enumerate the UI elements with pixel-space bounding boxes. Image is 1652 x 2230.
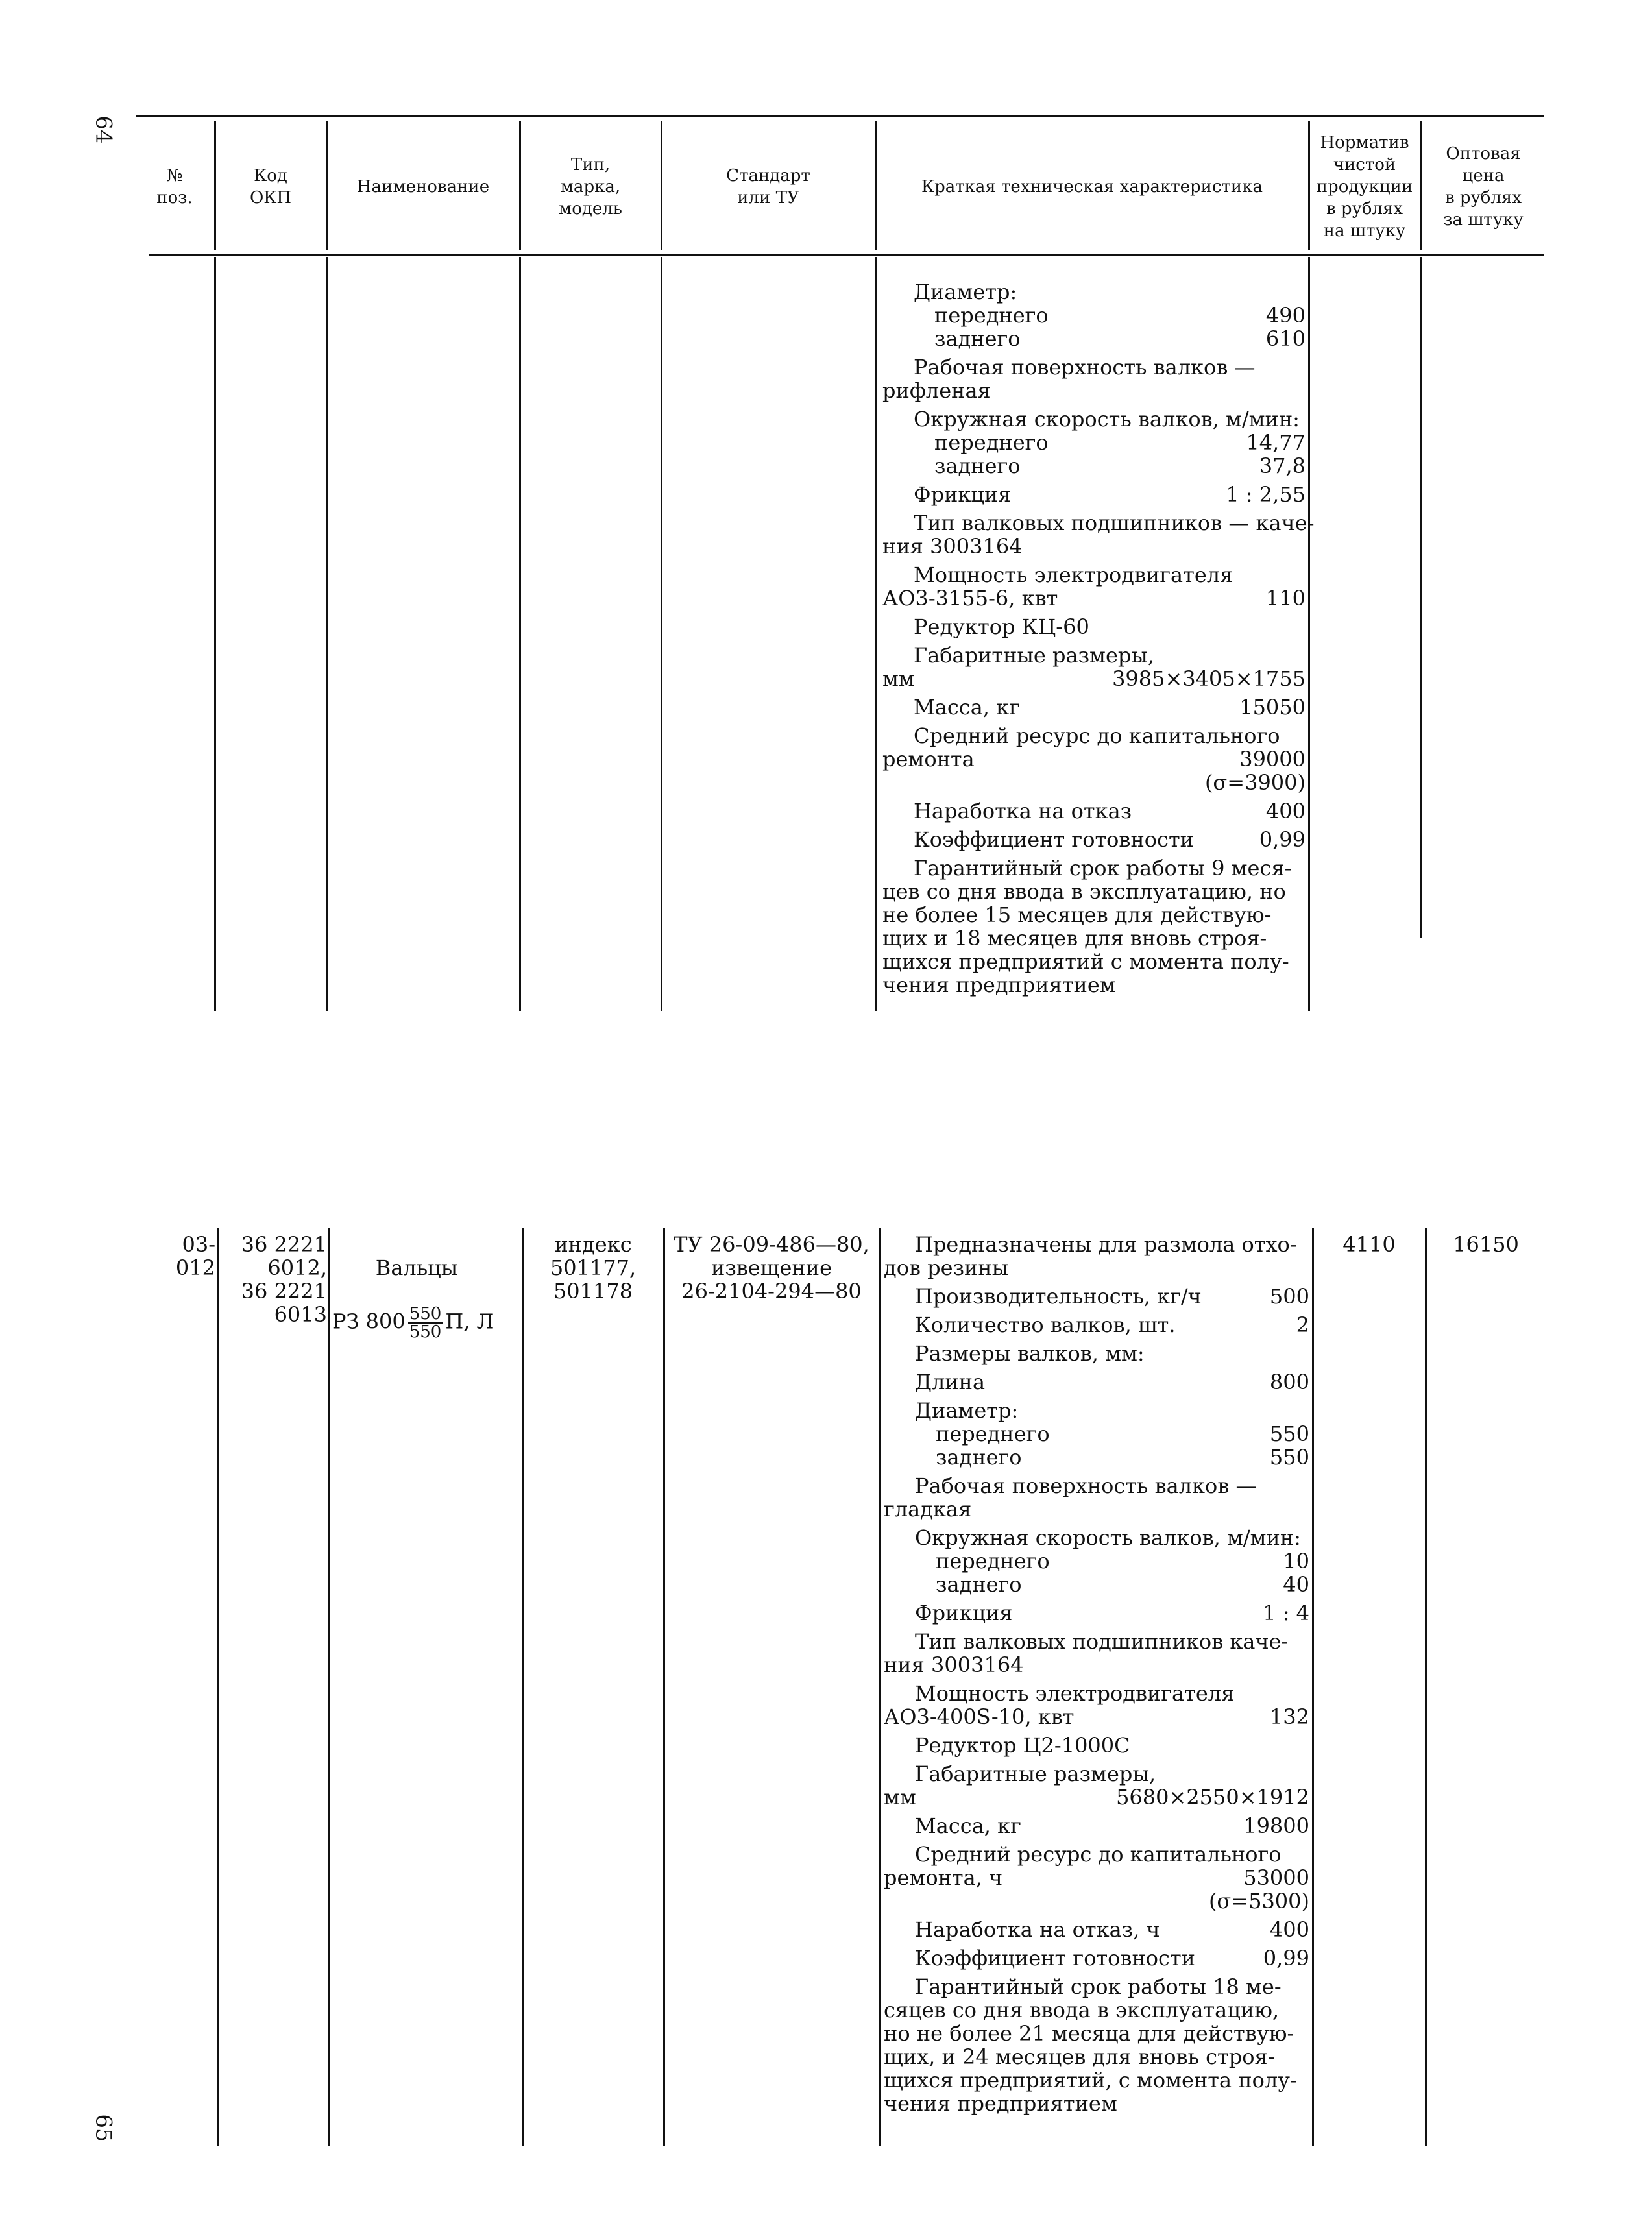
characteristic-label: чения предприятием bbox=[884, 2091, 1117, 2116]
characteristic-line bbox=[884, 2045, 1309, 2068]
characteristic-line bbox=[882, 880, 1306, 903]
characteristic-line bbox=[882, 431, 1306, 454]
col-rule-2b bbox=[328, 1228, 330, 2146]
characteristic-label: переднего bbox=[934, 303, 1049, 328]
characteristic-line bbox=[882, 356, 1306, 379]
characteristic-label: АО3-3155-6, квт bbox=[882, 586, 1058, 611]
col-rule-7b bbox=[1425, 1228, 1427, 2146]
characteristic-label: гладкая bbox=[884, 1497, 972, 1521]
page-number-top: 64 bbox=[90, 115, 117, 144]
col-rule-6a bbox=[1308, 257, 1310, 1011]
characteristic-line bbox=[884, 1946, 1309, 1970]
characteristic-label: ремонта, ч bbox=[884, 1865, 1003, 1890]
characteristic-value: 110 bbox=[1265, 586, 1306, 611]
header-pos: № поз. bbox=[156, 166, 193, 208]
characteristic-label: ния 3003164 bbox=[884, 1653, 1024, 1677]
entry-name-fraction bbox=[408, 1305, 443, 1340]
characteristic-value: 1 : 4 bbox=[1263, 1601, 1309, 1625]
characteristic-label: Коэффициент готовности bbox=[914, 827, 1194, 852]
characteristic-line bbox=[884, 1843, 1309, 1866]
header-divider-7 bbox=[1420, 121, 1422, 250]
characteristic-line bbox=[884, 1653, 1309, 1677]
characteristic-label: щихся предприятий, с момента полу- bbox=[884, 2068, 1297, 2092]
characteristic-label: Диаметр: bbox=[915, 1398, 1019, 1423]
characteristic-line bbox=[884, 1630, 1309, 1653]
characteristic-label: ния 3003164 bbox=[882, 534, 1023, 559]
characteristic-label: дов резины bbox=[884, 1255, 1009, 1280]
characteristic-line bbox=[882, 327, 1306, 350]
characteristic-line bbox=[882, 771, 1306, 794]
characteristic-label: Длина bbox=[915, 1370, 986, 1394]
header-standard: Стандарт или ТУ bbox=[726, 166, 810, 208]
characteristic-line bbox=[884, 1573, 1309, 1596]
characteristic-label: Фрикция bbox=[914, 482, 1012, 507]
characteristic-line bbox=[884, 1975, 1309, 1998]
characteristic-label: заднего bbox=[936, 1572, 1022, 1597]
entry-name-fraction-num: 550 bbox=[409, 1304, 442, 1324]
characteristic-line bbox=[882, 973, 1306, 997]
characteristic-value: 5680×2550×1912 bbox=[1116, 1785, 1309, 1810]
entry-name-title: Вальцы bbox=[375, 1255, 458, 1280]
characteristic-line bbox=[884, 1549, 1309, 1573]
characteristic-value: 400 bbox=[1269, 1917, 1309, 1942]
characteristic-line bbox=[882, 696, 1306, 719]
characteristic-label: Гарантийный срок работы 18 ме- bbox=[915, 1974, 1282, 1999]
characteristic-value: 15050 bbox=[1239, 695, 1306, 720]
characteristic-line bbox=[884, 1889, 1309, 1913]
characteristic-line bbox=[884, 1474, 1309, 1497]
characteristic-line bbox=[884, 1526, 1309, 1549]
characteristic-label: Тип валковых подшипников — каче- bbox=[914, 511, 1315, 535]
characteristic-line bbox=[884, 1399, 1309, 1422]
characteristic-line bbox=[882, 667, 1306, 690]
characteristic-label: Наработка на отказ bbox=[914, 799, 1132, 823]
characteristic-line bbox=[882, 927, 1306, 950]
characteristic-value: 550 bbox=[1269, 1422, 1309, 1446]
characteristics-continuation bbox=[882, 280, 1315, 1011]
characteristic-label: щих, и 24 месяцев для вновь строя- bbox=[884, 2044, 1275, 2069]
characteristic-line bbox=[884, 1285, 1309, 1308]
characteristic-line bbox=[882, 644, 1306, 667]
characteristic-label: щихся предприятий с момента полу- bbox=[882, 949, 1289, 974]
characteristic-value: 400 bbox=[1265, 799, 1306, 823]
characteristic-line bbox=[884, 1786, 1309, 1809]
characteristic-value: (σ=3900) bbox=[1204, 770, 1306, 795]
entry-characteristics bbox=[884, 1233, 1309, 2148]
entry-name-prefix: РЗ 800 bbox=[332, 1309, 406, 1334]
characteristic-line bbox=[882, 903, 1306, 927]
entry-okp: 36 2221 6012, 36 2221 6013 bbox=[241, 1232, 327, 1327]
entry-price: 16150 bbox=[1453, 1232, 1519, 1257]
characteristic-line bbox=[882, 407, 1306, 431]
header-characteristics: Краткая техническая характеристика bbox=[921, 177, 1263, 197]
characteristic-line bbox=[882, 828, 1306, 851]
entry-norm: 4110 bbox=[1342, 1232, 1396, 1257]
characteristic-value: 610 bbox=[1265, 326, 1306, 351]
characteristic-label: мм bbox=[884, 1785, 916, 1810]
characteristic-label: Рабочая поверхность валков — bbox=[914, 355, 1256, 380]
characteristic-line bbox=[884, 1313, 1309, 1337]
characteristic-line bbox=[884, 2022, 1309, 2045]
characteristic-value: 490 bbox=[1265, 303, 1306, 328]
header-okp: Код ОКП bbox=[249, 166, 292, 208]
characteristic-label: АО3-400S-10, квт bbox=[884, 1704, 1075, 1729]
characteristic-label: Средний ресурс до капитального bbox=[915, 1842, 1282, 1867]
characteristic-line bbox=[884, 1370, 1309, 1394]
characteristic-label: цев со дня ввода в эксплуатацию, но bbox=[882, 879, 1286, 904]
characteristic-label: Размеры валков, мм: bbox=[915, 1341, 1145, 1366]
characteristic-line bbox=[884, 1342, 1309, 1365]
characteristic-label: Средний ресурс до капитального bbox=[914, 723, 1280, 748]
characteristic-line bbox=[882, 483, 1306, 506]
characteristic-line bbox=[882, 950, 1306, 973]
characteristic-line bbox=[884, 1233, 1309, 1256]
entry-name-suffix: П, Л bbox=[445, 1309, 494, 1334]
characteristic-label: Габаритные размеры, bbox=[915, 1762, 1156, 1786]
characteristic-value: 0,99 bbox=[1263, 1946, 1309, 1970]
characteristic-label: Редуктор КЦ-60 bbox=[914, 614, 1089, 639]
characteristic-label: Окружная скорость валков, м/мин: bbox=[915, 1525, 1301, 1550]
characteristic-line bbox=[882, 615, 1306, 638]
entry-standard: ТУ 26-09-486—80, извещение 26-2104-294—80 bbox=[674, 1232, 869, 1303]
characteristic-value: 14,77 bbox=[1246, 430, 1306, 455]
header-divider-6 bbox=[1308, 121, 1310, 250]
characteristic-line bbox=[884, 2092, 1309, 2115]
header-divider-3 bbox=[519, 121, 521, 250]
characteristic-value: 1 : 2,55 bbox=[1226, 482, 1306, 507]
col-rule-2a bbox=[326, 257, 328, 1011]
characteristic-label: Предназначены для размола отхо- bbox=[915, 1232, 1297, 1257]
characteristic-line bbox=[882, 280, 1306, 304]
characteristic-label: Фрикция bbox=[915, 1601, 1013, 1625]
characteristic-label: не более 15 месяцев для действую- bbox=[882, 903, 1272, 927]
characteristic-value: 3985×3405×1755 bbox=[1112, 666, 1306, 691]
characteristic-label: Габаритные размеры, bbox=[914, 643, 1154, 668]
characteristic-label: Гарантийный срок работы 9 меся- bbox=[914, 856, 1292, 880]
characteristic-line bbox=[884, 1497, 1309, 1521]
characteristic-value: 132 bbox=[1269, 1704, 1309, 1729]
header-bottom-rule bbox=[149, 254, 1544, 256]
characteristic-label: чения предприятием bbox=[882, 973, 1116, 997]
characteristic-label: Масса, кг bbox=[914, 695, 1020, 720]
characteristic-value: 10 bbox=[1283, 1549, 1309, 1573]
characteristic-line bbox=[884, 1682, 1309, 1705]
characteristic-value: 53000 bbox=[1243, 1865, 1309, 1890]
characteristic-label: переднего bbox=[936, 1422, 1050, 1446]
entry-pos: 03-012 bbox=[175, 1232, 215, 1280]
characteristic-label: ремонта bbox=[882, 747, 975, 771]
characteristic-label: Коэффициент готовности bbox=[915, 1946, 1195, 1970]
header-model: Тип, марка, модель bbox=[559, 155, 622, 219]
header-price: Оптовая цена в рублях за штуку bbox=[1443, 144, 1524, 230]
col-rule-4b bbox=[663, 1228, 665, 2146]
col-rule-1a bbox=[214, 257, 216, 1011]
page-number-bottom: 65 bbox=[90, 2114, 117, 2142]
header-divider-4 bbox=[661, 121, 662, 250]
characteristic-value: 0,99 bbox=[1259, 827, 1306, 852]
characteristic-line bbox=[882, 454, 1306, 478]
characteristic-value: 39000 bbox=[1239, 747, 1306, 771]
header-divider-1 bbox=[214, 121, 216, 250]
characteristic-label: Наработка на отказ, ч bbox=[915, 1917, 1160, 1942]
characteristic-label: переднего bbox=[934, 430, 1049, 455]
characteristic-line bbox=[884, 1422, 1309, 1446]
characteristic-label: Производительность, кг/ч bbox=[915, 1284, 1202, 1309]
characteristic-line bbox=[884, 1446, 1309, 1469]
characteristic-label: Окружная скорость валков, м/мин: bbox=[914, 407, 1300, 431]
col-rule-1b bbox=[217, 1228, 219, 2146]
col-rule-5a bbox=[875, 257, 877, 1011]
entry-name bbox=[332, 1233, 520, 1364]
header-divider-5 bbox=[875, 121, 877, 250]
characteristic-line bbox=[884, 1762, 1309, 1786]
header-name: Наименование bbox=[356, 177, 490, 197]
characteristic-line bbox=[884, 1814, 1309, 1837]
characteristic-line bbox=[884, 1601, 1309, 1625]
characteristic-line bbox=[884, 1705, 1309, 1728]
characteristic-line bbox=[884, 1734, 1309, 1757]
col-rule-3b bbox=[522, 1228, 524, 2146]
col-rule-7a bbox=[1420, 257, 1422, 938]
characteristic-line bbox=[882, 511, 1315, 535]
characteristic-line bbox=[882, 563, 1306, 587]
characteristic-line bbox=[882, 535, 1306, 558]
entry-name-fraction-den: 550 bbox=[409, 1322, 442, 1342]
characteristic-label: мм bbox=[882, 666, 915, 691]
col-rule-5b bbox=[879, 1228, 881, 2146]
characteristic-label: заднего bbox=[934, 454, 1021, 478]
characteristic-label: но не более 21 месяца для действую- bbox=[884, 2021, 1294, 2046]
characteristic-value: 2 bbox=[1296, 1313, 1309, 1337]
characteristic-label: щих и 18 месяцев для вновь строя- bbox=[882, 926, 1267, 951]
col-rule-6b bbox=[1312, 1228, 1314, 2146]
characteristic-line bbox=[882, 724, 1306, 747]
characteristic-label: Количество валков, шт. bbox=[915, 1313, 1176, 1337]
characteristic-value: 19800 bbox=[1243, 1813, 1309, 1838]
characteristic-line bbox=[882, 304, 1306, 327]
characteristic-label: Рабочая поверхность валков — bbox=[915, 1473, 1257, 1498]
characteristic-line bbox=[882, 747, 1306, 771]
characteristic-value: 800 bbox=[1269, 1370, 1309, 1394]
characteristic-label: Диаметр: bbox=[914, 280, 1017, 304]
characteristic-label: Редуктор Ц2-1000С bbox=[915, 1733, 1130, 1758]
characteristic-label: заднего bbox=[934, 326, 1021, 351]
characteristic-line bbox=[882, 379, 1306, 402]
characteristic-label: заднего bbox=[936, 1445, 1022, 1470]
header-norm: Норматив чистой продукции в рублях на штуку bbox=[1316, 133, 1413, 241]
characteristic-line bbox=[882, 856, 1306, 880]
characteristic-line bbox=[884, 1256, 1309, 1279]
characteristic-line bbox=[884, 1998, 1309, 2022]
col-rule-3a bbox=[519, 257, 521, 1011]
characteristic-value: 550 bbox=[1269, 1445, 1309, 1470]
entry-name-designation bbox=[332, 1305, 520, 1340]
characteristic-label: рифленая bbox=[882, 378, 991, 403]
characteristic-label: сяцев со дня ввода в эксплуатацию, bbox=[884, 1998, 1280, 2022]
characteristic-line bbox=[884, 1866, 1309, 1889]
col-rule-4a bbox=[661, 257, 662, 1011]
characteristic-label: Масса, кг bbox=[915, 1813, 1021, 1838]
characteristic-label: Тип валковых подшипников каче- bbox=[915, 1629, 1289, 1654]
characteristic-value: 37,8 bbox=[1259, 454, 1306, 478]
characteristic-line bbox=[882, 587, 1306, 610]
header-top-rule bbox=[136, 115, 1544, 117]
characteristic-line bbox=[882, 799, 1306, 823]
characteristic-label: переднего bbox=[936, 1549, 1050, 1573]
characteristic-value: 500 bbox=[1269, 1284, 1309, 1309]
characteristic-label: Мощность электродвигателя bbox=[914, 563, 1233, 587]
characteristic-line bbox=[884, 1918, 1309, 1941]
characteristic-value: (σ=5300) bbox=[1208, 1889, 1309, 1913]
characteristic-line bbox=[884, 2068, 1309, 2092]
characteristic-label: Мощность электродвигателя bbox=[915, 1681, 1235, 1706]
entry-model: индекс 501177, 501178 bbox=[550, 1232, 637, 1303]
header-divider-2 bbox=[326, 121, 328, 250]
characteristic-value: 40 bbox=[1283, 1572, 1309, 1597]
